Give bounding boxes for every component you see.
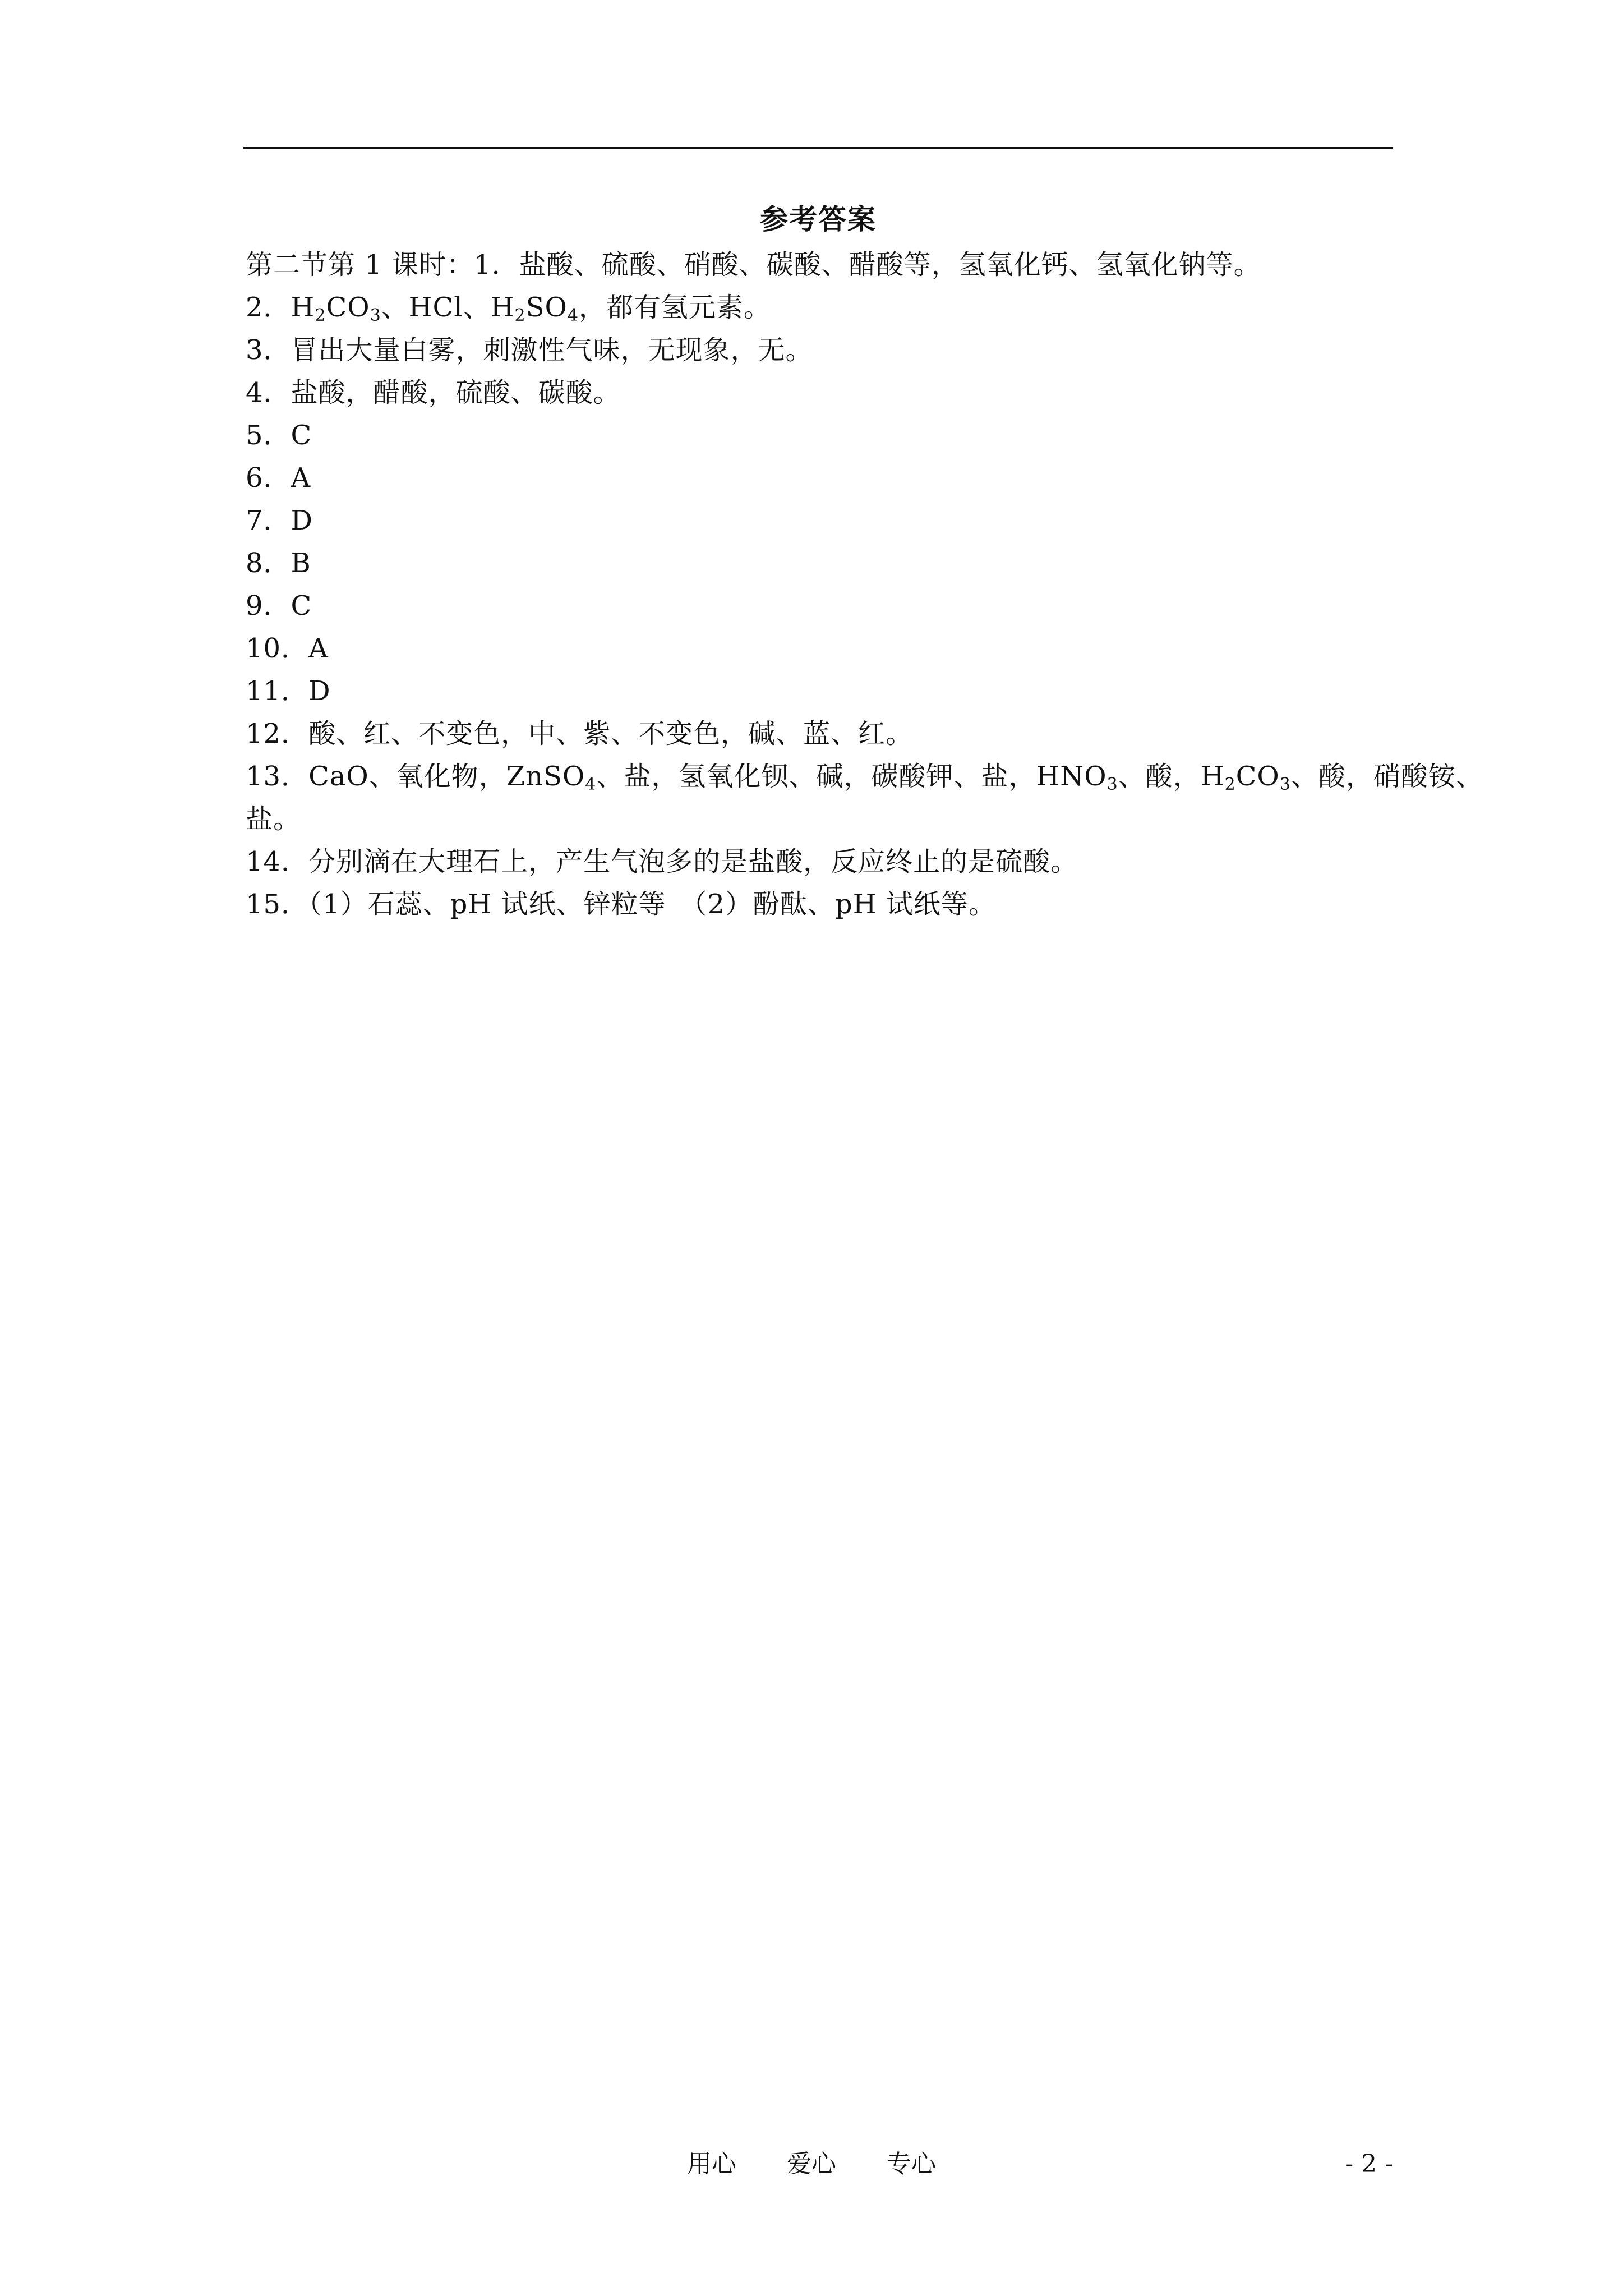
answer-13-text: 13．CaO、氧化物，ZnSO	[246, 761, 585, 792]
header-rule	[243, 147, 1393, 149]
answer-13-text: 、酸，H	[1118, 761, 1225, 792]
formula-subscript: 2	[315, 306, 326, 325]
motto-3: 专心	[887, 2150, 936, 2178]
answer-7: 7．D	[246, 505, 313, 536]
answer-8: 8．B	[246, 547, 311, 579]
answer-4: 4．盐酸，醋酸，硫酸、碳酸。	[246, 377, 621, 408]
answer-1: 第二节第 1 课时：1．盐酸、硫酸、硝酸、碳酸、醋酸等，氢氧化钙、氢氧化钠等。	[246, 249, 1261, 280]
answer-3: 3．冒出大量白雾，刺激性气味，无现象，无。	[246, 334, 813, 366]
answer-2-separator: 、HCl、	[381, 292, 491, 323]
answer-13-text: CO	[1235, 761, 1280, 792]
answer-10: 10．A	[246, 633, 329, 664]
formula-subscript: 4	[585, 775, 597, 794]
answer-6: 6．A	[246, 462, 311, 494]
motto-1: 用心	[687, 2150, 736, 2178]
page-number: - 2 -	[1345, 2150, 1393, 2178]
formula-h: H	[490, 292, 515, 323]
answer-2-suffix: ，都有氢元素。	[578, 292, 771, 323]
answer-14: 14．分别滴在大理石上，产生气泡多的是盐酸，反应终止的是硫酸。	[246, 846, 1078, 877]
answer-13	[246, 755, 1483, 798]
answer-15: 15．（1）石蕊、pH 试纸、锌粒等 （2）酚酞、pH 试纸等。	[246, 889, 996, 920]
answer-13-text: 、酸，硝酸铵、	[1290, 761, 1483, 792]
formula-subscript: 2	[514, 306, 526, 325]
answer-5: 5．C	[246, 420, 312, 451]
answer-13-continued: 盐。	[246, 803, 301, 835]
answer-9: 9．C	[246, 590, 312, 622]
formula-h: H	[291, 292, 315, 323]
answer-11: 11．D	[246, 675, 331, 707]
formula-co: CO	[326, 292, 370, 323]
formula-subscript: 4	[567, 306, 579, 325]
motto-2: 爱心	[787, 2150, 836, 2178]
answer-13-text: 、盐，氢氧化钡、碱，碳酸钾、盐，HNO	[596, 761, 1107, 792]
formula-so: SO	[525, 292, 568, 323]
answer-2-prefix: 2．	[246, 292, 291, 323]
formula-subscript: 3	[1106, 775, 1118, 794]
formula-subscript: 3	[370, 306, 381, 325]
answer-12: 12．酸、红、不变色，中、紫、不变色，碱、蓝、红。	[246, 718, 914, 749]
formula-subscript: 2	[1224, 775, 1236, 794]
formula-subscript: 3	[1279, 775, 1291, 794]
answer-list	[246, 243, 1483, 926]
answer-2	[246, 286, 1395, 329]
page-title: 参考答案	[760, 203, 877, 236]
